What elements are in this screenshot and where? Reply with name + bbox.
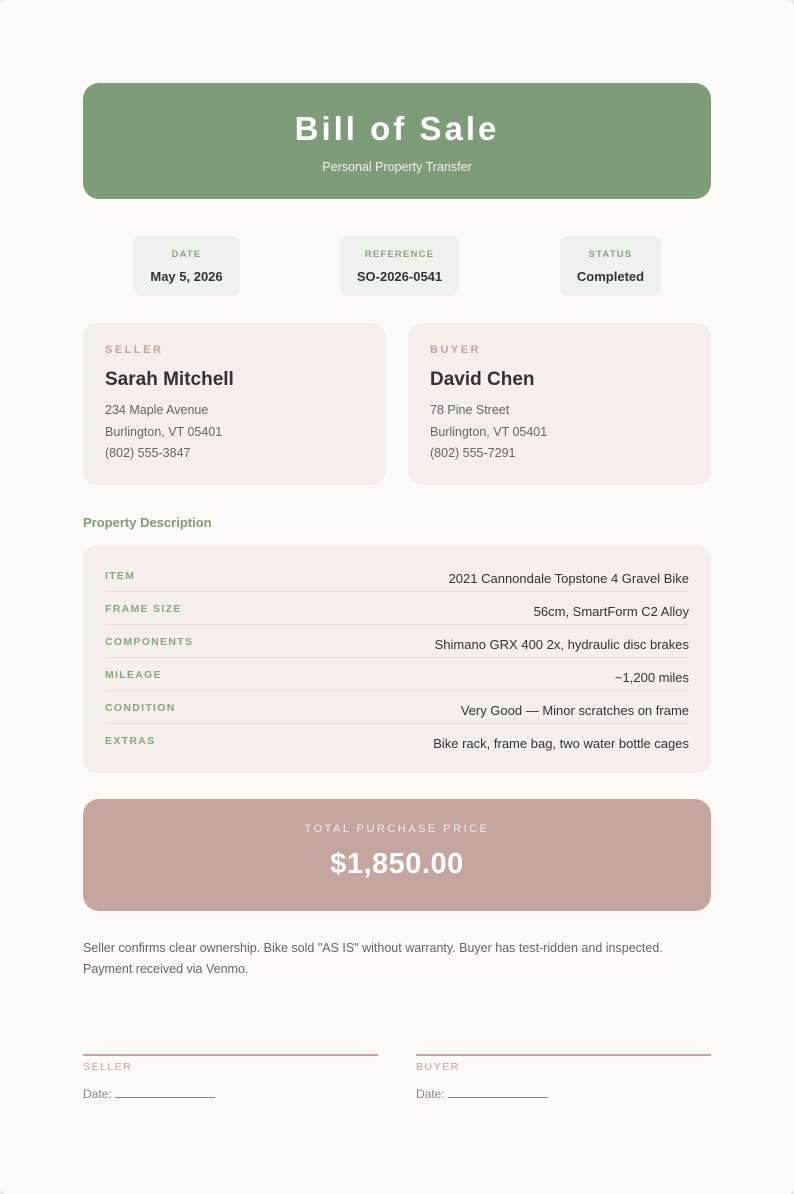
date-value: May 5, 2026 <box>150 269 223 284</box>
row-label: FRAME SIZE <box>105 603 182 615</box>
status-card <box>560 236 661 296</box>
table-row <box>105 691 689 724</box>
seller-signature <box>83 1054 378 1101</box>
buyer-signature-line[interactable] <box>416 1054 711 1056</box>
table-row <box>105 658 689 691</box>
table-row <box>105 625 689 658</box>
seller-date-blank[interactable] <box>115 1085 215 1098</box>
signature-section <box>83 1054 711 1101</box>
document-subtitle: Personal Property Transfer <box>322 160 472 174</box>
row-value: ~1,200 miles <box>614 670 689 685</box>
buyer-phone: (802) 555-7291 <box>430 446 516 460</box>
buyer-signature-label: BUYER <box>416 1061 460 1073</box>
status-value: Completed <box>576 269 645 284</box>
buyer-name: David Chen <box>430 369 535 390</box>
row-label: CONDITION <box>105 702 176 714</box>
row-label: ITEM <box>105 570 136 582</box>
reference-label: REFERENCE <box>364 249 435 260</box>
property-section-title: Property Description <box>83 515 212 530</box>
seller-date <box>83 1085 378 1101</box>
document-header <box>83 83 711 199</box>
seller-signature-label: SELLER <box>83 1061 133 1073</box>
row-value: Bike rack, frame bag, two water bottle cages <box>433 736 689 751</box>
row-value: Very Good — Minor scratches on frame <box>460 703 689 718</box>
seller-date-label: Date: <box>83 1087 112 1101</box>
seller-signature-line[interactable] <box>83 1054 378 1056</box>
buyer-date <box>416 1085 711 1101</box>
row-label: EXTRAS <box>105 735 156 747</box>
meta-row <box>83 236 711 296</box>
row-label: MILEAGE <box>105 669 162 681</box>
table-row <box>105 592 689 625</box>
seller-card <box>83 323 386 485</box>
seller-street: 234 Maple Avenue <box>105 403 209 417</box>
date-card <box>133 236 240 296</box>
seller-name: Sarah Mitchell <box>105 369 234 390</box>
seller-city: Burlington, VT 05401 <box>105 424 223 439</box>
terms-notes: Seller confirms clear ownership. Bike sold "AS IS" without warranty. Buyer has test-ridden and inspected. Payment received via Venmo. <box>83 941 663 976</box>
seller-phone: (802) 555-3847 <box>105 446 191 460</box>
total-label: TOTAL PURCHASE PRICE <box>304 823 490 835</box>
seller-role: SELLER <box>105 344 164 356</box>
buyer-role: BUYER <box>430 344 482 356</box>
parties <box>83 323 711 485</box>
buyer-street: 78 Pine Street <box>430 403 510 417</box>
row-label: COMPONENTS <box>105 636 194 648</box>
buyer-date-blank[interactable] <box>448 1085 548 1098</box>
buyer-card <box>408 323 711 485</box>
table-row <box>105 724 689 757</box>
buyer-city: Burlington, VT 05401 <box>430 424 548 439</box>
buyer-signature <box>416 1054 711 1101</box>
buyer-date-label: Date: <box>416 1087 445 1101</box>
status-label: STATUS <box>588 249 633 260</box>
total-price-box <box>83 799 711 911</box>
row-value: Shimano GRX 400 2x, hydraulic disc brakes <box>434 637 689 652</box>
date-label: DATE <box>171 249 202 260</box>
row-value: 2021 Cannondale Topstone 4 Gravel Bike <box>448 571 689 586</box>
property-table <box>83 545 711 773</box>
row-value: 56cm, SmartForm C2 Alloy <box>533 604 689 619</box>
table-row <box>105 559 689 592</box>
document-title: Bill of Sale <box>294 110 500 147</box>
reference-card <box>340 236 459 296</box>
reference-value: SO-2026-0541 <box>356 269 443 284</box>
total-amount: $1,850.00 <box>330 848 464 880</box>
